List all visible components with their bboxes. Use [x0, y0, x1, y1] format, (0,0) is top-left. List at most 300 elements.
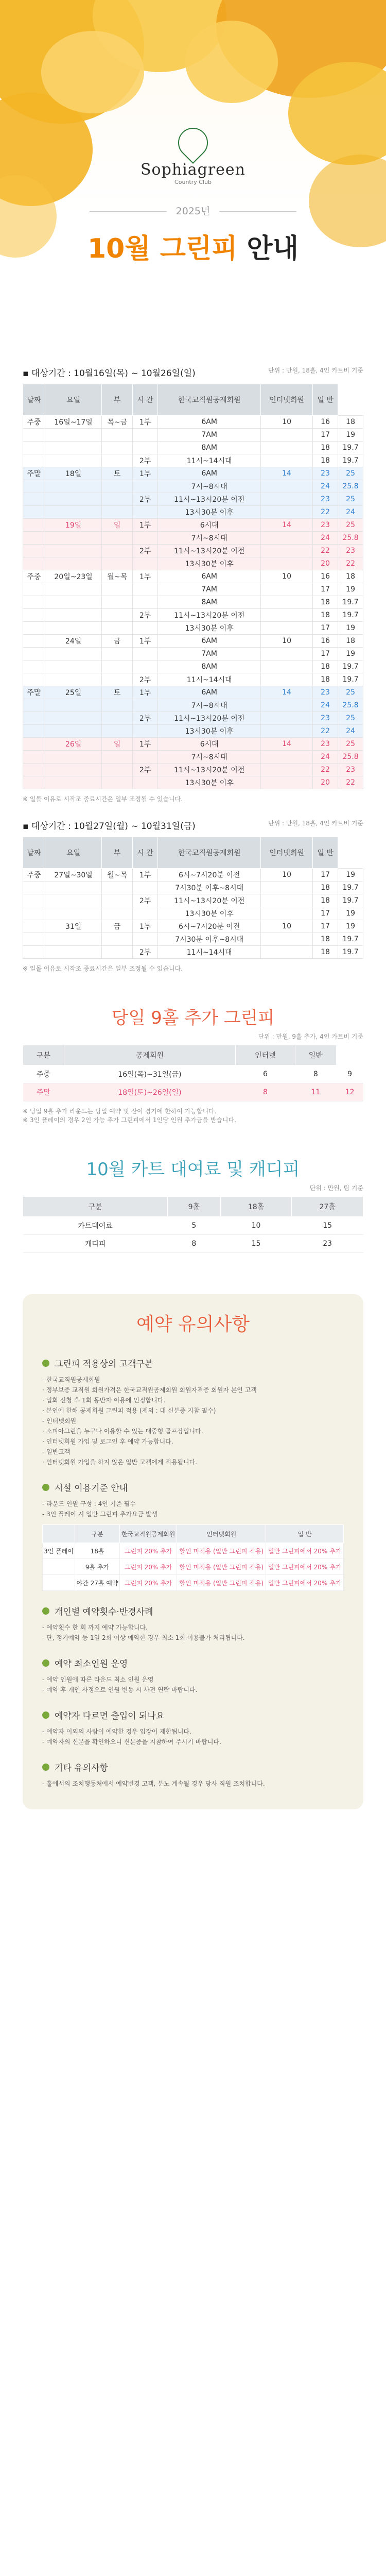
fee-cell: [132, 429, 157, 442]
three-player-header: 한국교직원공제회원: [120, 1525, 177, 1543]
fee-cell: 23: [312, 686, 338, 699]
fee-cell: 11시~13시20분 이전: [158, 609, 261, 622]
three-player-cell: 3인 플레이: [43, 1543, 75, 1559]
fee-cell: [261, 776, 313, 789]
extra-9-header: 인터넷: [236, 1045, 295, 1065]
extra-9-cell: 주말: [23, 1083, 64, 1101]
fee-cell: 19: [338, 907, 363, 920]
fee-cell: [23, 545, 45, 557]
fee-row: [23, 725, 363, 738]
fee-cell: [132, 622, 157, 635]
caution-line: - 예약자 이외의 사람이 예약한 경우 입장이 제한됩니다.: [42, 1728, 191, 1735]
fee-cell: 1부: [132, 635, 157, 648]
cart-title: 10월 카트 대여료 및 캐디피: [86, 1159, 300, 1180]
fee-cell: [261, 764, 313, 776]
cart-header: 18홀: [220, 1197, 292, 1217]
fee-cell: 25.8: [338, 532, 363, 545]
caution-line: · 입회 신청 후 1회 동반자 이용에 인정합니다.: [42, 1397, 166, 1404]
fee-cell: [132, 583, 157, 596]
fee-cell: 일: [102, 738, 133, 751]
caution-line: - 인터넷회원: [42, 1417, 77, 1425]
fee-cell: 18일: [45, 467, 101, 480]
fee-cell: [261, 596, 313, 609]
fee-cell: [102, 506, 133, 519]
cart-cell: 15: [292, 1217, 363, 1235]
fee-cell: [45, 429, 101, 442]
fee-cell: 18: [312, 673, 338, 686]
fee-cell: [102, 454, 133, 467]
fee-cell: 7AM: [158, 583, 261, 596]
fee-cell: [261, 712, 313, 725]
fee-header-cell: 시 간: [132, 837, 157, 869]
fee-cell: 6시대: [158, 519, 261, 532]
fee-header-cell: 부: [102, 384, 133, 416]
fee-section-2: [0, 819, 386, 973]
fee-cell: [261, 506, 313, 519]
extra-9-header: 일반: [295, 1045, 336, 1065]
fee-cell: [23, 712, 45, 725]
bullet-icon: [42, 1484, 49, 1491]
fee-cell: 19.7: [338, 454, 363, 467]
fee-cell: 18: [312, 946, 338, 959]
extra-9-cell: 18일(토)~26일(일): [64, 1083, 235, 1101]
fee-row: [23, 416, 363, 429]
fee-cell: 19: [338, 622, 363, 635]
fee-header-cell: 요일: [45, 837, 101, 869]
fee-cell: 7AM: [158, 648, 261, 660]
fee-cell: 2부: [132, 493, 157, 506]
extra-9-section: [0, 1004, 386, 1124]
cart-unit: 단위 : 만원, 팀 기준: [309, 1184, 363, 1192]
fee-cell: 14: [261, 686, 313, 699]
fee-cell: [102, 699, 133, 712]
fee-row: [23, 686, 363, 699]
fee-row: [23, 622, 363, 635]
fee-cell: [23, 532, 45, 545]
fee-header-cell: 일 반: [312, 384, 338, 416]
fee-cell: [102, 557, 133, 570]
fee-cell: 6AM: [158, 416, 261, 429]
fee-cell: [23, 557, 45, 570]
fee-cell: 24일: [45, 635, 101, 648]
fee-cell: [45, 751, 101, 764]
fee-row: [23, 764, 363, 776]
fee-cell: 19.7: [338, 609, 363, 622]
fee-row: [23, 532, 363, 545]
fee-cell: [261, 699, 313, 712]
three-player-row: [43, 1543, 344, 1559]
fee-cell: 17: [312, 429, 338, 442]
fee-cell: [132, 725, 157, 738]
fee-cell: 7시30분 이후~8시대: [158, 882, 261, 894]
fee-cell: [132, 596, 157, 609]
cart-cell: 23: [292, 1235, 363, 1253]
fee-cell: [45, 933, 101, 946]
fee-cell: [45, 673, 101, 686]
fee-cell: [132, 557, 157, 570]
fee-cell: 7시30분 이후~8시대: [158, 933, 261, 946]
fee-cell: [132, 532, 157, 545]
caution-text-6: [42, 1778, 344, 1789]
fee-row: [23, 454, 363, 467]
fee-cell: 16: [312, 416, 338, 429]
fee-cell: 23: [312, 712, 338, 725]
fee-cell: [23, 894, 45, 907]
fee-cell: [45, 545, 101, 557]
fee-cell: 2부: [132, 946, 157, 959]
fee-cell: [132, 907, 157, 920]
caution-line: - 예약자의 신분을 확인하오니 신분증을 지참하여 주시기 바랍니다.: [42, 1738, 221, 1745]
fee-row: [23, 596, 363, 609]
cart-header: 27홀: [292, 1197, 363, 1217]
fee-cell: 19.7: [338, 442, 363, 454]
fee-cell: [45, 609, 101, 622]
fee-row: [23, 570, 363, 583]
fee-cell: [23, 673, 45, 686]
three-player-header: 인터넷회원: [177, 1525, 266, 1543]
fee-cell: 14: [261, 467, 313, 480]
fee-cell: [261, 545, 313, 557]
fee-cell: 20: [312, 776, 338, 789]
caution-line: · 인터넷회원 가입 및 로그인 후 예약 가능합니다.: [42, 1438, 173, 1445]
fee-header-cell: 한국교직원공제회원: [158, 837, 261, 869]
extra-9-cell: 8: [236, 1083, 295, 1101]
cart-cell: 캐디피: [23, 1235, 168, 1253]
extra-9-cell: 16일(목)~31일(금): [64, 1065, 235, 1083]
fee-row: [23, 480, 363, 493]
caution-heading-1: 그린피 적용상의 고객구분: [42, 1357, 344, 1369]
fee-row: [23, 751, 363, 764]
extra-9-row: [23, 1083, 364, 1101]
fee-cell: 17: [312, 583, 338, 596]
green-fee-table-1: [23, 384, 363, 789]
fee-cell: [45, 712, 101, 725]
fee-cell: 목~금: [102, 416, 133, 429]
cart-section: [0, 1155, 386, 1253]
fee-cell: 11시~13시20분 이전: [158, 493, 261, 506]
fee-row: [23, 712, 363, 725]
extra-9-cell: 6: [236, 1065, 295, 1083]
caution-line: - 일반고객: [42, 1448, 71, 1455]
fee-cell: [102, 622, 133, 635]
fee-cell: 19: [338, 648, 363, 660]
fee-cell: 11시~13시20분 이전: [158, 545, 261, 557]
fee-cell: 토: [102, 686, 133, 699]
fee-cell: 11시~14시대: [158, 946, 261, 959]
fee-cell: 13시30분 이후: [158, 776, 261, 789]
caution-line: - 단, 정기예약 등 1일 2회 이상 예약한 경우 최소 1회 이용불가 처리됩니다.: [42, 1634, 245, 1641]
fee-cell: 20: [312, 557, 338, 570]
fee-cell: 17: [312, 648, 338, 660]
caution-text-4: [42, 1674, 344, 1695]
fee-row: [23, 894, 363, 907]
fee-row: [23, 907, 363, 920]
fee-cell: [45, 725, 101, 738]
fee-cell: [261, 660, 313, 673]
caution-text-1: [42, 1375, 344, 1467]
fee-cell: [23, 882, 45, 894]
fee-cell: [23, 946, 45, 959]
fee-cell: [102, 751, 133, 764]
fee-cell: 18: [312, 609, 338, 622]
fee-cell: 2부: [132, 673, 157, 686]
fee-cell: [23, 519, 45, 532]
fee-cell: 19.7: [338, 882, 363, 894]
bullet-icon: [42, 1764, 49, 1771]
bullet-icon: [42, 1360, 49, 1367]
cart-row: [23, 1235, 363, 1253]
fee-cell: 주말: [23, 686, 45, 699]
fee-cell: [45, 894, 101, 907]
caution-heading-4: 예약 최소인원 운영: [42, 1656, 344, 1669]
fee-cell: [23, 764, 45, 776]
fee-cell: [23, 622, 45, 635]
fee-cell: 2부: [132, 712, 157, 725]
fee-cell: 19: [338, 869, 363, 882]
fee-cell: 16: [312, 570, 338, 583]
fee-cell: 7시~8시대: [158, 699, 261, 712]
fee-cell: 22: [312, 545, 338, 557]
fee-cell: [261, 882, 313, 894]
fee-cell: 19일: [45, 519, 101, 532]
fee-cell: 월~목: [102, 869, 133, 882]
fee-cell: 24: [338, 506, 363, 519]
fee-cell: 18: [312, 933, 338, 946]
fee-cell: 1부: [132, 416, 157, 429]
fee-cell: 22: [312, 764, 338, 776]
three-player-cell: 일반 그린피에서 20% 추가: [266, 1543, 344, 1559]
fee-cell: 27일~30일: [45, 869, 101, 882]
fee-cell: 6AM: [158, 570, 261, 583]
fee-cell: 10: [261, 570, 313, 583]
fee-cell: [45, 454, 101, 467]
fee-cell: [23, 920, 45, 933]
fee-header-cell: 인터넷회원: [261, 384, 313, 416]
three-player-cell: 할인 미적용 (일반 그린피 적용): [177, 1559, 266, 1575]
caution-line: · 소피아그린을 누구나 이용할 수 있는 대중형 골프장입니다.: [42, 1428, 203, 1435]
three-player-cell: 그린피 20% 추가: [120, 1575, 177, 1591]
cart-cell: 8: [168, 1235, 221, 1253]
fee-cell: [102, 764, 133, 776]
fee-row: [23, 583, 363, 596]
fee-cell: 16일~17일: [45, 416, 101, 429]
fee-cell: [261, 933, 313, 946]
fee-cell: 23: [312, 493, 338, 506]
fee-cell: 25.8: [338, 699, 363, 712]
caution-line: - 예약 인원에 따른 라운드 최소 인원 운영: [42, 1676, 154, 1683]
fee-cell: 6시대: [158, 738, 261, 751]
extra-9-unit: 단위 : 만원, 9홀 추가, 4인 카트비 기준: [258, 1033, 363, 1040]
cart-cell: 15: [220, 1235, 292, 1253]
period-header-2: ▪ 대상기간 : 10월27일(월) ~ 10월31일(금) 단위 : 만원, 18홀, 4인 카트비 기준: [23, 820, 363, 832]
cart-header: 구분: [23, 1197, 168, 1217]
extra-9-header: 구분: [23, 1045, 64, 1065]
fee-cell: 18: [312, 596, 338, 609]
extra-9-cell: 11: [295, 1083, 336, 1101]
fee-cell: [45, 596, 101, 609]
brand-logo: [0, 128, 386, 185]
caution-heading-3: 개인별 예약횟수·반경사례: [42, 1604, 344, 1617]
fee-cell: [132, 480, 157, 493]
fee-cell: 일: [102, 519, 133, 532]
fee-cell: 19.7: [338, 596, 363, 609]
fee-cell: [45, 532, 101, 545]
sunset-note-2: ※ 일몰 이유로 시작조 중료시간은 일부 조정될 수 있습니다.: [23, 965, 183, 972]
fee-cell: [261, 725, 313, 738]
three-player-cell: [43, 1575, 75, 1591]
fee-cell: 7시~8시대: [158, 532, 261, 545]
fee-cell: 22: [312, 506, 338, 519]
fee-cell: 26일: [45, 738, 101, 751]
brand-name: Sophiagreen: [141, 161, 245, 179]
fee-cell: 13시30분 이후: [158, 557, 261, 570]
fee-cell: 18: [312, 442, 338, 454]
fee-cell: [102, 882, 133, 894]
fee-cell: 월~목: [102, 570, 133, 583]
fee-cell: [45, 506, 101, 519]
three-player-header: 일 반: [266, 1525, 344, 1543]
fee-row: [23, 609, 363, 622]
fee-row: [23, 467, 363, 480]
fee-header-cell: 일 반: [312, 837, 338, 869]
fee-cell: [261, 454, 313, 467]
fee-cell: [23, 596, 45, 609]
fee-cell: [102, 609, 133, 622]
three-player-row: [43, 1559, 344, 1575]
fee-cell: [23, 442, 45, 454]
cart-header: 9홀: [168, 1197, 221, 1217]
fee-row: [23, 660, 363, 673]
fee-cell: [132, 648, 157, 660]
fee-cell: 22: [312, 725, 338, 738]
fee-cell: [261, 493, 313, 506]
caution-text-2: [42, 1499, 344, 1519]
fee-cell: [45, 480, 101, 493]
fee-row: [23, 920, 363, 933]
fee-cell: [132, 776, 157, 789]
fee-cell: [23, 776, 45, 789]
fee-cell: 금: [102, 920, 133, 933]
fee-header-cell: 요일: [45, 384, 101, 416]
fee-cell: 31일: [45, 920, 101, 933]
fee-cell: [102, 442, 133, 454]
fee-cell: 14: [261, 738, 313, 751]
fee-cell: 16: [312, 635, 338, 648]
fee-cell: 17: [312, 907, 338, 920]
fee-cell: [45, 776, 101, 789]
fee-cell: [23, 751, 45, 764]
fee-cell: 19: [338, 920, 363, 933]
fee-cell: 23: [312, 738, 338, 751]
fee-cell: [261, 894, 313, 907]
fee-row: [23, 648, 363, 660]
fee-cell: 18: [338, 570, 363, 583]
fee-cell: [132, 442, 157, 454]
fee-cell: [23, 660, 45, 673]
fee-cell: 7시~8시대: [158, 480, 261, 493]
fee-cell: 19.7: [338, 933, 363, 946]
fee-row: [23, 442, 363, 454]
fee-cell: [132, 660, 157, 673]
fee-cell: [261, 648, 313, 660]
caution-line: - 라운드 인원 구성 : 4인 기준 필수: [42, 1500, 136, 1507]
fee-cell: [23, 635, 45, 648]
fee-cell: 7시~8시대: [158, 751, 261, 764]
fee-cell: [23, 480, 45, 493]
fee-cell: [102, 480, 133, 493]
fee-row: [23, 738, 363, 751]
fee-cell: 18: [338, 416, 363, 429]
fee-cell: [102, 946, 133, 959]
fee-header-cell: 부: [102, 837, 133, 869]
fee-cell: 7AM: [158, 429, 261, 442]
three-player-cell: 9홀 추가: [75, 1559, 120, 1575]
fee-cell: [102, 673, 133, 686]
fee-cell: 1부: [132, 686, 157, 699]
caution-heading-2: 시설 이용기준 안내: [42, 1481, 344, 1494]
fee-cell: 18: [312, 882, 338, 894]
fee-cell: [23, 454, 45, 467]
caution-text-3: [42, 1622, 344, 1643]
caution-line: - 홀에서의 조치행동처에서 예약변경 고객, 분노 계속될 경우 당사 직원 조치합니다.: [42, 1780, 265, 1787]
fee-cell: 13시30분 이후: [158, 622, 261, 635]
fee-row: [23, 933, 363, 946]
fee-cell: 8AM: [158, 660, 261, 673]
fee-cell: [45, 583, 101, 596]
fee-cell: [132, 882, 157, 894]
fee-cell: 13시30분 이후: [158, 907, 261, 920]
fee-row: [23, 506, 363, 519]
fee-cell: 2부: [132, 609, 157, 622]
fee-cell: 주말: [23, 467, 45, 480]
caution-line: - 한국교직원공제회원: [42, 1376, 100, 1383]
fee-cell: [261, 751, 313, 764]
fee-cell: 주중: [23, 869, 45, 882]
fee-cell: 23: [338, 764, 363, 776]
fee-cell: 25.8: [338, 751, 363, 764]
fee-cell: [102, 429, 133, 442]
fee-cell: 18: [312, 660, 338, 673]
fee-cell: 17: [312, 869, 338, 882]
fee-cell: 주중: [23, 416, 45, 429]
fee-cell: 25: [338, 467, 363, 480]
fee-cell: [102, 712, 133, 725]
fee-row: [23, 635, 363, 648]
fee-cell: [23, 648, 45, 660]
fee-cell: [23, 699, 45, 712]
fee-cell: 19.7: [338, 673, 363, 686]
fee-section-1: [0, 366, 386, 803]
fee-cell: [102, 493, 133, 506]
fee-row: [23, 519, 363, 532]
fee-cell: 19.7: [338, 894, 363, 907]
fee-cell: [261, 609, 313, 622]
fee-cell: [45, 882, 101, 894]
fee-cell: 6AM: [158, 686, 261, 699]
fee-row: [23, 882, 363, 894]
fee-cell: [102, 596, 133, 609]
green-fee-table-2: [23, 837, 363, 959]
fee-cell: 24: [312, 480, 338, 493]
fee-row: [23, 429, 363, 442]
fee-cell: [132, 506, 157, 519]
three-player-table: [42, 1524, 344, 1591]
fee-cell: [132, 699, 157, 712]
fee-cell: [23, 506, 45, 519]
fee-cell: [23, 907, 45, 920]
caution-line: - 3인 플레이 시 일반 그린피 추가요금 발생: [42, 1511, 158, 1518]
fee-cell: 11시~13시20분 이전: [158, 894, 261, 907]
